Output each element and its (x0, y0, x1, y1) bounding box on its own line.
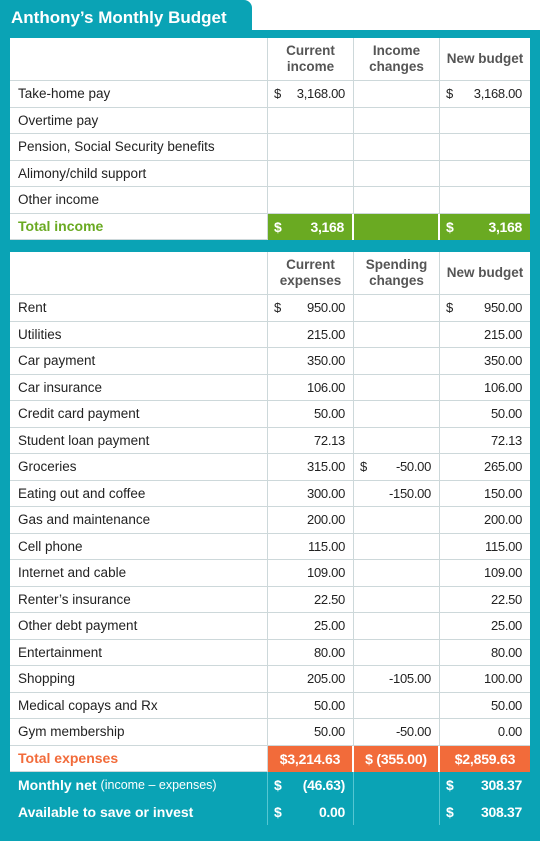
summary-monthly-net-label (10, 772, 268, 799)
expense-new-cell (440, 454, 530, 481)
expense-new-cell (440, 295, 530, 322)
expense-new-cell (440, 587, 530, 614)
income-new-cell (440, 108, 530, 135)
expense-change-cell-value: -50.00 (395, 459, 431, 475)
income-row-label: Alimony/child support (10, 161, 268, 188)
expense-current-cell (268, 560, 354, 587)
expense-change-cell (354, 507, 440, 534)
expense-change-cell-value: -50.00 (395, 724, 431, 740)
summary-label-note: (income – expenses) (100, 778, 217, 793)
total-income-current (268, 214, 354, 241)
expense-new-cell (440, 428, 530, 455)
expense-new-cell (440, 613, 530, 640)
summary-new-cell (440, 772, 530, 799)
expense-new-cell-value: 50.00 (490, 406, 522, 422)
expense-current-cell-value: 50.00 (313, 406, 345, 422)
income-current-cell (268, 187, 354, 214)
expense-row-label: Entertainment (10, 640, 268, 667)
expense-current-cell (268, 401, 354, 428)
expense-change-cell-value: -105.00 (389, 671, 431, 687)
expense-new-cell (440, 640, 530, 667)
summary-current-cell-symbol: $ (274, 803, 282, 820)
expense-current-cell-value: 315.00 (307, 459, 345, 475)
expense-current-cell (268, 375, 354, 402)
summary-current-cell-symbol: $ (274, 777, 282, 794)
expense-new-cell (440, 348, 530, 375)
income-change-cell (354, 108, 440, 135)
expense-row-label: Credit card payment (10, 401, 268, 428)
expense-row-label: Medical copays and Rx (10, 693, 268, 720)
expense-row-label: Utilities (10, 322, 268, 349)
expense-row-label: Car payment (10, 348, 268, 375)
expense-row-label: Shopping (10, 666, 268, 693)
expense-current-cell-value: 25.00 (313, 618, 345, 634)
summary-change-cell (354, 799, 440, 826)
income-new-cell-value: 3,168.00 (473, 86, 522, 102)
income-current-cell (268, 161, 354, 188)
expense-current-cell (268, 613, 354, 640)
expense-change-cell (354, 640, 440, 667)
expense-new-cell (440, 375, 530, 402)
total-expenses-current: $3,214.63 (268, 746, 354, 773)
income-row-label: Take-home pay (10, 81, 268, 108)
expense-current-cell-value: 106.00 (307, 379, 345, 395)
income-current-cell (268, 81, 354, 108)
expense-change-cell (354, 348, 440, 375)
expense-new-cell-value: 106.00 (484, 379, 522, 395)
expense-current-cell (268, 322, 354, 349)
income-header-blank (10, 38, 268, 81)
income-new-cell (440, 81, 530, 108)
expense-row-label: Student loan payment (10, 428, 268, 455)
expense-header-current: Current expenses (268, 252, 354, 295)
expense-current-cell (268, 587, 354, 614)
expense-current-cell-symbol: $ (274, 300, 281, 316)
expense-change-cell (354, 481, 440, 508)
expense-current-cell-value: 300.00 (307, 485, 345, 501)
expense-current-cell (268, 693, 354, 720)
summary-new-cell-value: 308.37 (480, 777, 522, 794)
expense-row-label: Eating out and coffee (10, 481, 268, 508)
expense-change-cell (354, 693, 440, 720)
expense-change-cell (354, 560, 440, 587)
total-expenses-label: Total expenses (10, 746, 268, 773)
expense-change-cell (354, 375, 440, 402)
expense-new-cell-value: 950.00 (484, 300, 522, 316)
expense-current-cell (268, 481, 354, 508)
expense-new-cell (440, 534, 530, 561)
income-header-new: New budget (440, 38, 530, 81)
total-income-new-value: 3,168 (488, 218, 522, 235)
total-expenses-change: $ (355.00) (354, 746, 440, 773)
total-income-new (440, 214, 530, 241)
summary-new-cell-value: 308.37 (480, 803, 522, 820)
summary-label-text: Monthly net (18, 777, 97, 794)
expense-header-blank (10, 252, 268, 295)
income-new-cell (440, 187, 530, 214)
expense-new-cell-symbol: $ (446, 300, 453, 316)
expense-change-cell (354, 295, 440, 322)
expense-change-cell (354, 587, 440, 614)
expense-current-cell-value: 115.00 (308, 538, 345, 554)
expense-current-cell (268, 295, 354, 322)
summary-current-cell (268, 799, 354, 826)
expense-new-cell-value: 200.00 (484, 512, 522, 528)
expense-row-label: Gas and maintenance (10, 507, 268, 534)
expense-new-cell-value: 350.00 (484, 353, 522, 369)
expense-change-cell (354, 322, 440, 349)
expense-new-cell-value: 109.00 (484, 565, 522, 581)
expense-change-cell (354, 613, 440, 640)
expense-table (10, 252, 530, 825)
budget-title: Anthony’s Monthly Budget (0, 0, 252, 36)
expense-new-cell (440, 322, 530, 349)
expense-current-cell (268, 348, 354, 375)
expense-new-cell-value: 50.00 (490, 697, 522, 713)
expense-row-label: Internet and cable (10, 560, 268, 587)
summary-new-cell-symbol: $ (446, 803, 454, 820)
income-change-cell (354, 187, 440, 214)
expense-new-cell-value: 215.00 (484, 326, 522, 342)
expense-row-label: Groceries (10, 454, 268, 481)
income-change-cell (354, 134, 440, 161)
expense-current-cell-value: 350.00 (307, 353, 345, 369)
expense-row-label: Gym membership (10, 719, 268, 746)
income-change-cell (354, 161, 440, 188)
expense-current-cell-value: 72.13 (313, 432, 345, 448)
expense-current-cell (268, 640, 354, 667)
expense-new-cell-value: 72.13 (490, 432, 522, 448)
expense-current-cell-value: 109.00 (307, 565, 345, 581)
income-current-cell-symbol: $ (274, 86, 281, 102)
expense-header-changes: Spending changes (354, 252, 440, 295)
expense-change-cell (354, 719, 440, 746)
expense-row-label: Rent (10, 295, 268, 322)
total-income-change (354, 214, 440, 241)
expense-new-cell-value: 0.00 (497, 724, 522, 740)
summary-current-cell-value: (46.63) (302, 777, 345, 794)
income-new-cell-symbol: $ (446, 86, 453, 102)
expense-current-cell (268, 454, 354, 481)
expense-current-cell (268, 428, 354, 455)
income-table (10, 38, 530, 240)
expense-current-cell-value: 205.00 (307, 671, 345, 687)
expense-new-cell (440, 481, 530, 508)
expense-current-cell-value: 50.00 (313, 724, 345, 740)
expense-header-new: New budget (440, 252, 530, 295)
expense-change-cell (354, 454, 440, 481)
expense-current-cell (268, 666, 354, 693)
expense-new-cell (440, 507, 530, 534)
income-header-current: Current income (268, 38, 354, 81)
summary-current-cell-value: 0.00 (318, 803, 345, 820)
income-new-cell (440, 161, 530, 188)
summary-new-cell (440, 799, 530, 826)
expense-new-cell-value: 265.00 (484, 459, 522, 475)
summary-new-cell-symbol: $ (446, 777, 454, 794)
total-expenses-new: $2,859.63 (440, 746, 530, 773)
total-income-current-value: 3,168 (310, 218, 344, 235)
summary-current-cell (268, 772, 354, 799)
income-new-cell (440, 134, 530, 161)
expense-change-cell (354, 534, 440, 561)
expense-new-cell (440, 719, 530, 746)
income-row-label: Overtime pay (10, 108, 268, 135)
expense-current-cell (268, 507, 354, 534)
expense-current-cell-value: 950.00 (307, 300, 345, 316)
income-current-cell (268, 108, 354, 135)
summary-label-text: Available to save or invest (18, 803, 194, 820)
total-income-new-symbol: $ (446, 218, 454, 235)
expense-change-cell (354, 428, 440, 455)
expense-new-cell-value: 22.50 (490, 591, 522, 607)
income-current-cell (268, 134, 354, 161)
expense-current-cell-value: 22.50 (313, 591, 345, 607)
expense-current-cell-value: 200.00 (307, 512, 345, 528)
expense-new-cell-value: 100.00 (484, 671, 522, 687)
income-current-cell-value: 3,168.00 (296, 86, 345, 102)
expense-new-cell (440, 666, 530, 693)
expense-row-label: Cell phone (10, 534, 268, 561)
income-change-cell (354, 81, 440, 108)
expense-new-cell-value: 115.00 (485, 538, 522, 554)
expense-current-cell (268, 719, 354, 746)
expense-row-label: Renter’s insurance (10, 587, 268, 614)
total-income-label: Total income (10, 214, 268, 241)
income-row-label: Other income (10, 187, 268, 214)
expense-new-cell-value: 80.00 (490, 644, 522, 660)
expense-current-cell-value: 50.00 (313, 697, 345, 713)
expense-new-cell-value: 25.00 (490, 618, 522, 634)
expense-change-cell-value: -150.00 (389, 485, 431, 501)
expense-current-cell-value: 80.00 (313, 644, 345, 660)
income-row-label: Pension, Social Security benefits (10, 134, 268, 161)
expense-new-cell-value: 150.00 (484, 485, 522, 501)
expense-change-cell (354, 666, 440, 693)
expense-row-label: Other debt payment (10, 613, 268, 640)
summary-change-cell (354, 772, 440, 799)
expense-current-cell-value: 215.00 (307, 326, 345, 342)
summary-available-label (10, 799, 268, 826)
expense-current-cell (268, 534, 354, 561)
expense-new-cell (440, 693, 530, 720)
expense-change-cell-symbol: $ (360, 459, 367, 475)
total-income-current-symbol: $ (274, 218, 282, 235)
expense-new-cell (440, 560, 530, 587)
expense-new-cell (440, 401, 530, 428)
expense-row-label: Car insurance (10, 375, 268, 402)
income-header-changes: Income changes (354, 38, 440, 81)
expense-change-cell (354, 401, 440, 428)
